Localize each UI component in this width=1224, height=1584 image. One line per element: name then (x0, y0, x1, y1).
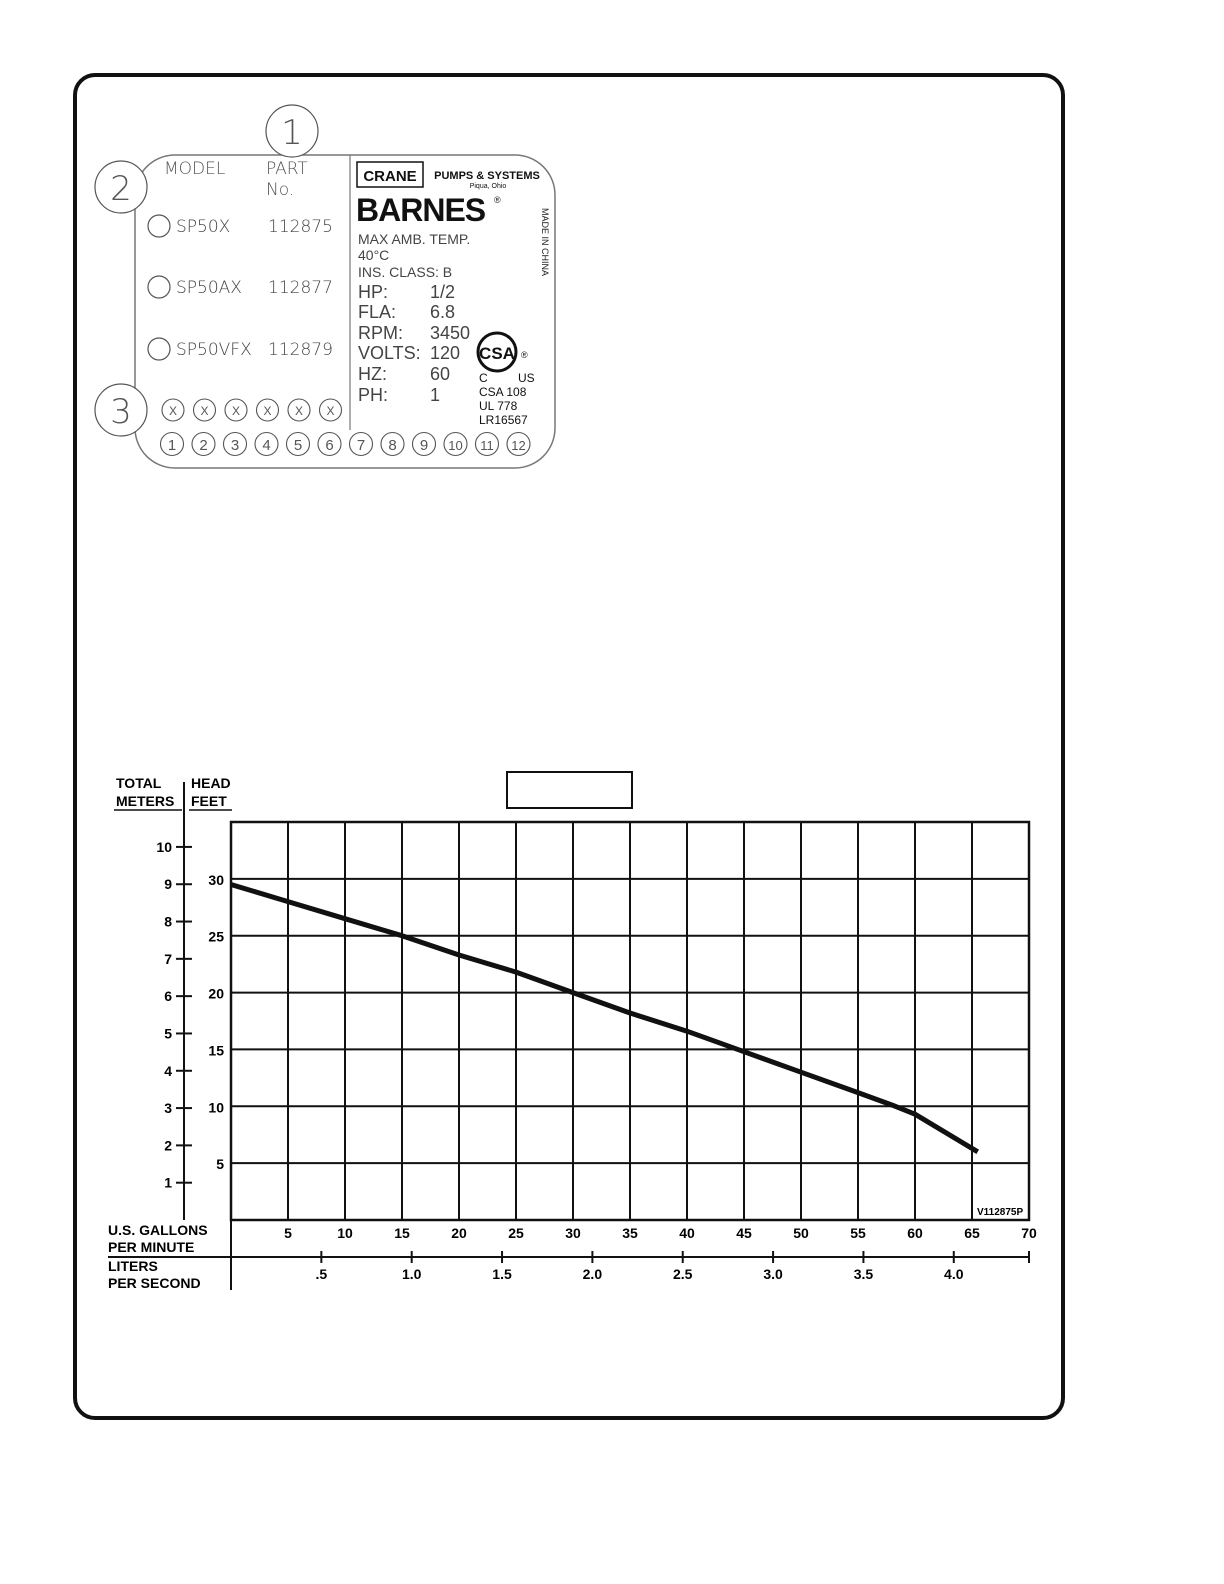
svg-text:8: 8 (388, 437, 397, 454)
model-row-2 (148, 276, 333, 298)
svg-text:MAX AMB. TEMP.: MAX AMB. TEMP. (358, 231, 471, 247)
brand-location: Piqua, Ohio (469, 183, 507, 190)
gpm-tick-label: 35 (622, 1225, 638, 1241)
chart-title-box (507, 772, 632, 808)
date-code-11 (476, 433, 499, 456)
barnes-logo: BARNES (356, 192, 486, 228)
gpm-tick-label: 65 (964, 1225, 980, 1241)
svg-text:RPM:: RPM: (358, 323, 403, 343)
y-label-total: TOTAL (116, 775, 162, 791)
svg-text:INS. CLASS: B: INS. CLASS: B (358, 264, 453, 280)
feet-tick-label: 10 (208, 1099, 224, 1116)
chart-plot (231, 885, 978, 1152)
gpm-tick-label: 20 (451, 1225, 467, 1241)
svg-text:6: 6 (325, 437, 334, 454)
svg-text:X: X (168, 404, 178, 418)
spec-row-2 (358, 247, 389, 263)
lps-tick-label: 2.0 (582, 1266, 603, 1282)
cert-c: C (479, 371, 488, 385)
svg-text:FLA:: FLA: (358, 302, 397, 322)
x-mark-4 (257, 399, 279, 421)
callout-1 (266, 105, 318, 157)
cert-line-3: LR16567 (479, 413, 528, 427)
model-row-3 (148, 338, 333, 360)
spec-row-4 (358, 282, 455, 302)
callout-3 (95, 384, 147, 436)
date-code-7 (350, 433, 373, 456)
svg-text:X: X (326, 404, 335, 418)
spec-row-5 (358, 302, 455, 322)
svg-text:2: 2 (110, 169, 132, 209)
date-code-6 (318, 433, 341, 456)
meters-tick-label: 1 (164, 1174, 172, 1191)
x-mark-2 (194, 399, 216, 421)
svg-text:60: 60 (430, 364, 451, 384)
svg-text:11: 11 (480, 438, 494, 453)
x-marks-row (162, 399, 342, 421)
x-mark-6 (320, 399, 342, 421)
x-label-gpm-1: U.S. GALLONS (108, 1222, 208, 1238)
performance-curve-1 (231, 885, 978, 1152)
chart-grid (231, 822, 1029, 1220)
meters-tick-label: 10 (156, 838, 172, 855)
model-checkbox-2 (148, 276, 170, 298)
svg-text:®: ® (521, 350, 528, 360)
feet-tick-label: 5 (216, 1156, 224, 1173)
gpm-tick-label: 60 (907, 1225, 923, 1241)
svg-text:4: 4 (262, 437, 271, 454)
meters-tick-label: 2 (164, 1137, 172, 1154)
svg-text:2: 2 (199, 437, 208, 454)
spec-list (358, 231, 470, 405)
svg-text:1/2: 1/2 (430, 282, 456, 302)
gpm-tick-label: 25 (508, 1225, 524, 1241)
x-label-lps-2: PER SECOND (108, 1275, 201, 1291)
lps-tick-label: .5 (315, 1266, 328, 1282)
gpm-tick-label: 40 (679, 1225, 695, 1241)
feet-tick-label: 15 (208, 1042, 224, 1059)
model-checkbox-1 (148, 215, 170, 237)
lps-tick-label: 4.0 (944, 1266, 964, 1282)
x-mark-1 (162, 399, 184, 421)
csa-logo (478, 333, 528, 371)
svg-text:VOLTS:: VOLTS: (358, 343, 421, 363)
spec-row-9 (358, 385, 440, 405)
lps-tick-label: 1.0 (401, 1266, 422, 1282)
svg-text:3: 3 (230, 437, 240, 454)
x-mark-3 (225, 399, 247, 421)
pumps-systems-text: PUMPS & SYSTEMS (434, 170, 540, 182)
date-code-9 (413, 433, 436, 456)
gpm-tick-label: 50 (793, 1225, 809, 1241)
model-checkbox-3 (148, 338, 170, 360)
gpm-tick-label: 5 (284, 1225, 292, 1241)
date-code-row (161, 433, 531, 456)
lps-tick-label: 3.5 (853, 1266, 874, 1282)
crane-logo: CRANE (363, 168, 417, 185)
date-code-3 (224, 433, 247, 456)
svg-text:PH:: PH: (358, 385, 389, 405)
gpm-tick-label: 55 (850, 1225, 866, 1241)
model-name-2: SP50AX (176, 278, 242, 298)
cert-line-1: CSA 108 (479, 385, 527, 399)
svg-text:12: 12 (511, 438, 526, 453)
svg-text:X: X (263, 404, 272, 418)
date-code-4 (255, 433, 278, 456)
svg-text:X: X (294, 404, 304, 418)
svg-text:7: 7 (356, 437, 366, 454)
date-code-1 (161, 433, 184, 456)
part-no-header: No. (266, 180, 295, 200)
svg-text:40°C: 40°C (358, 247, 390, 263)
feet-tick-label: 20 (208, 985, 224, 1002)
gpm-tick-label: 45 (736, 1225, 752, 1241)
model-name-3: SP50VFX (176, 340, 252, 360)
svg-text:3450: 3450 (430, 323, 471, 343)
gpm-tick-label: 15 (394, 1225, 410, 1241)
nameplate-diagram (0, 0, 1224, 520)
svg-text:1: 1 (167, 437, 177, 454)
svg-text:9: 9 (419, 437, 429, 454)
performance-chart (0, 760, 1224, 1320)
meters-tick-label: 9 (164, 876, 172, 893)
svg-text:HP:: HP: (358, 282, 389, 302)
part-number-1: 112875 (268, 217, 333, 237)
date-code-2 (192, 433, 215, 456)
svg-text:5: 5 (293, 437, 303, 454)
lps-tick-label: 1.5 (492, 1266, 512, 1282)
gpm-tick-label: 10 (337, 1225, 353, 1241)
y-label-feet: FEET (191, 793, 227, 809)
meters-tick-label: 5 (164, 1025, 172, 1042)
feet-tick-label: 30 (208, 871, 224, 888)
svg-text:CSA: CSA (479, 344, 515, 363)
svg-text:HZ:: HZ: (358, 364, 387, 384)
spec-row-3 (358, 264, 452, 280)
gpm-tick-label: 30 (565, 1225, 581, 1241)
svg-text:6.8: 6.8 (430, 302, 456, 322)
meters-tick-label: 4 (164, 1062, 172, 1079)
meters-tick-label: 6 (164, 988, 172, 1005)
spec-row-6 (358, 323, 470, 343)
callout-2 (95, 161, 147, 213)
lps-tick-label: 3.0 (763, 1266, 783, 1282)
meters-tick-label: 8 (164, 913, 172, 930)
cert-us: US (518, 371, 535, 385)
x-label-lps-1: LITERS (108, 1258, 158, 1274)
y-label-head: HEAD (191, 775, 231, 791)
svg-text:X: X (231, 404, 241, 418)
part-number-3: 112879 (268, 340, 333, 360)
svg-text:X: X (200, 404, 209, 418)
spec-row-8 (358, 364, 450, 384)
spec-row-1 (358, 231, 470, 247)
registered-mark: ® (494, 195, 501, 205)
part-number-2: 112877 (268, 278, 333, 298)
model-row-1 (148, 215, 333, 237)
part-header: PART (266, 159, 308, 179)
made-in-text: MADE IN CHINA (540, 208, 550, 277)
model-header: MODEL (164, 159, 226, 179)
date-code-10 (444, 433, 467, 456)
cert-line-2: UL 778 (479, 399, 518, 413)
x-label-gpm-2: PER MINUTE (108, 1239, 195, 1255)
meters-tick-label: 3 (164, 1100, 172, 1117)
meters-tick-label: 7 (164, 950, 172, 967)
date-code-8 (381, 433, 404, 456)
x-mark-5 (288, 399, 310, 421)
svg-text:120: 120 (430, 343, 461, 363)
feet-tick-label: 25 (208, 928, 224, 945)
y-label-meters: METERS (116, 793, 175, 809)
model-name-1: SP50X (176, 217, 231, 237)
svg-text:1: 1 (281, 113, 303, 153)
spec-row-7 (358, 343, 460, 363)
svg-text:1: 1 (430, 385, 441, 405)
drawing-id: V112875P (977, 1207, 1024, 1218)
date-code-12 (507, 433, 530, 456)
svg-text:3: 3 (110, 392, 132, 432)
svg-text:10: 10 (448, 438, 463, 453)
lps-tick-label: 2.5 (672, 1266, 693, 1282)
date-code-5 (287, 433, 310, 456)
gpm-tick-label: 70 (1021, 1225, 1037, 1241)
